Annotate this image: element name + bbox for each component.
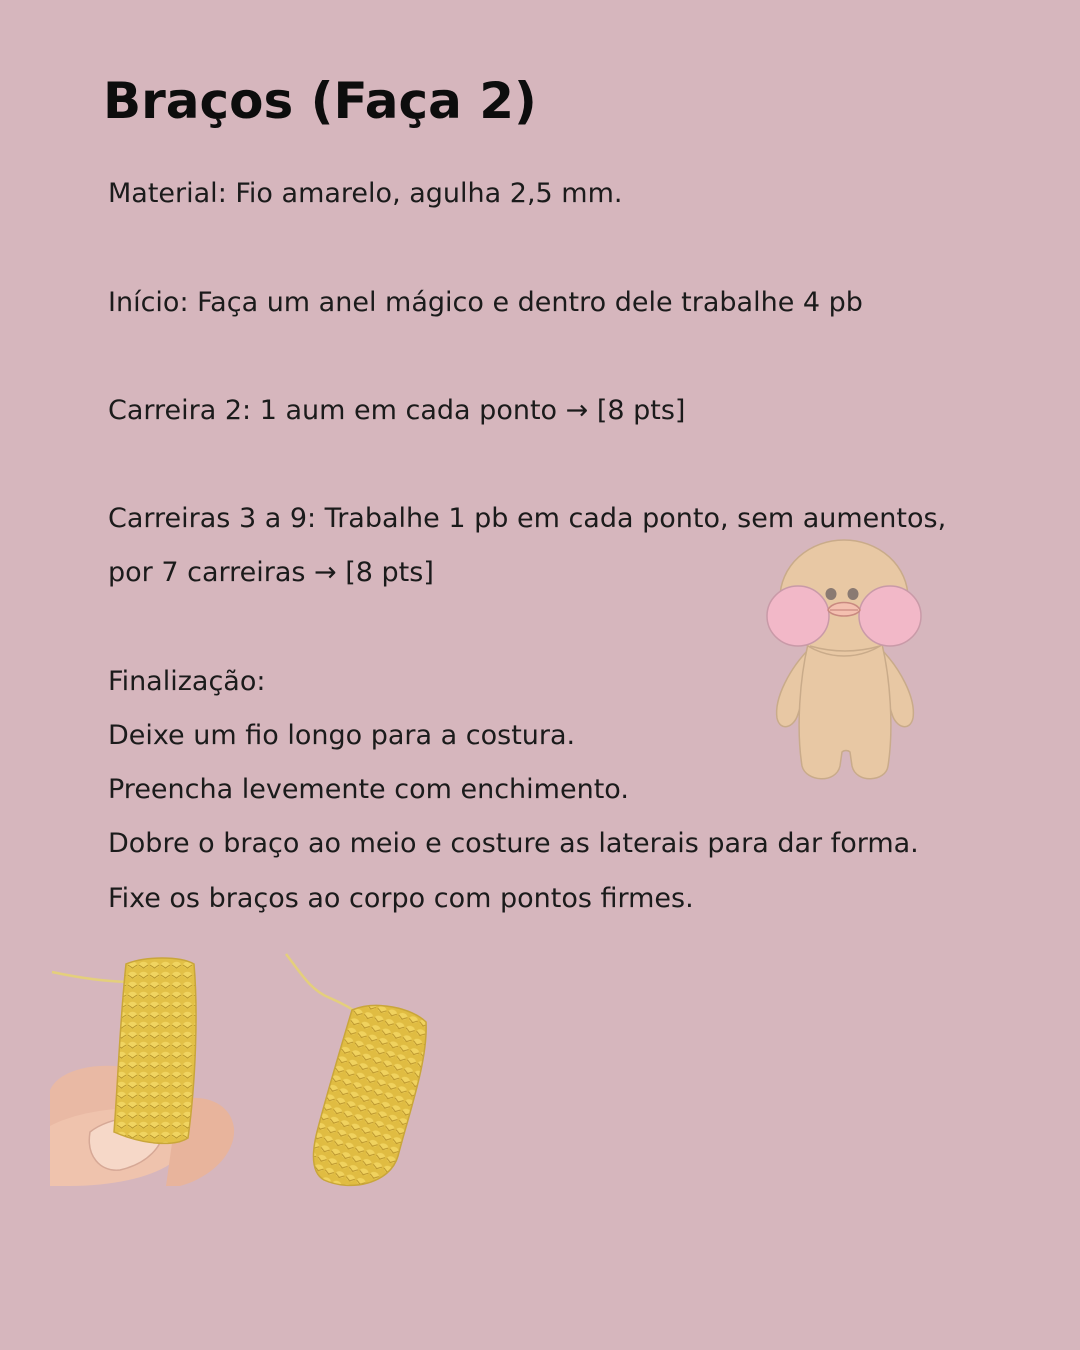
crochet-tube [114, 958, 196, 1143]
yarn-tail [52, 972, 134, 982]
crochet-arm-photo [280, 950, 440, 1190]
finalizacao-heading: Finalização: [108, 666, 266, 697]
material-line: Material: Fio amarelo, agulha 2,5 mm. [108, 178, 623, 209]
carreiras-3-9-line-1: Carreiras 3 a 9: Trabalhe 1 pb em cada ponto, sem aumentos, [108, 503, 947, 534]
crochet-tube [313, 1006, 426, 1186]
duck-right-eye [848, 588, 859, 600]
finalizacao-step: Fixe os braços ao corpo com pontos firmes. [108, 883, 694, 914]
page-title: Braços (Faça 2) [103, 72, 537, 130]
duck-right-cheek [859, 586, 921, 646]
duck-left-cheek [767, 586, 829, 646]
duck-beak [828, 603, 860, 617]
duck-illustration [760, 528, 930, 788]
yarn-tail [286, 954, 362, 1016]
carreiras-3-9-line-2: por 7 carreiras → [8 pts] [108, 557, 434, 588]
carreira-2-line: Carreira 2: 1 aum em cada ponto → [8 pts] [108, 395, 686, 426]
inicio-line: Início: Faça um anel mágico e dentro dele trabalhe 4 pb [108, 287, 863, 318]
finalizacao-step: Deixe um fio longo para a costura. [108, 720, 576, 751]
finalizacao-step: Preencha levemente com enchimento. [108, 774, 629, 805]
duck-body [799, 644, 891, 779]
finalizacao-step: Dobre o braço ao meio e costure as laterais para dar forma. [108, 828, 919, 859]
crochet-arm-photo-held [50, 950, 240, 1186]
duck-left-eye [826, 588, 837, 600]
